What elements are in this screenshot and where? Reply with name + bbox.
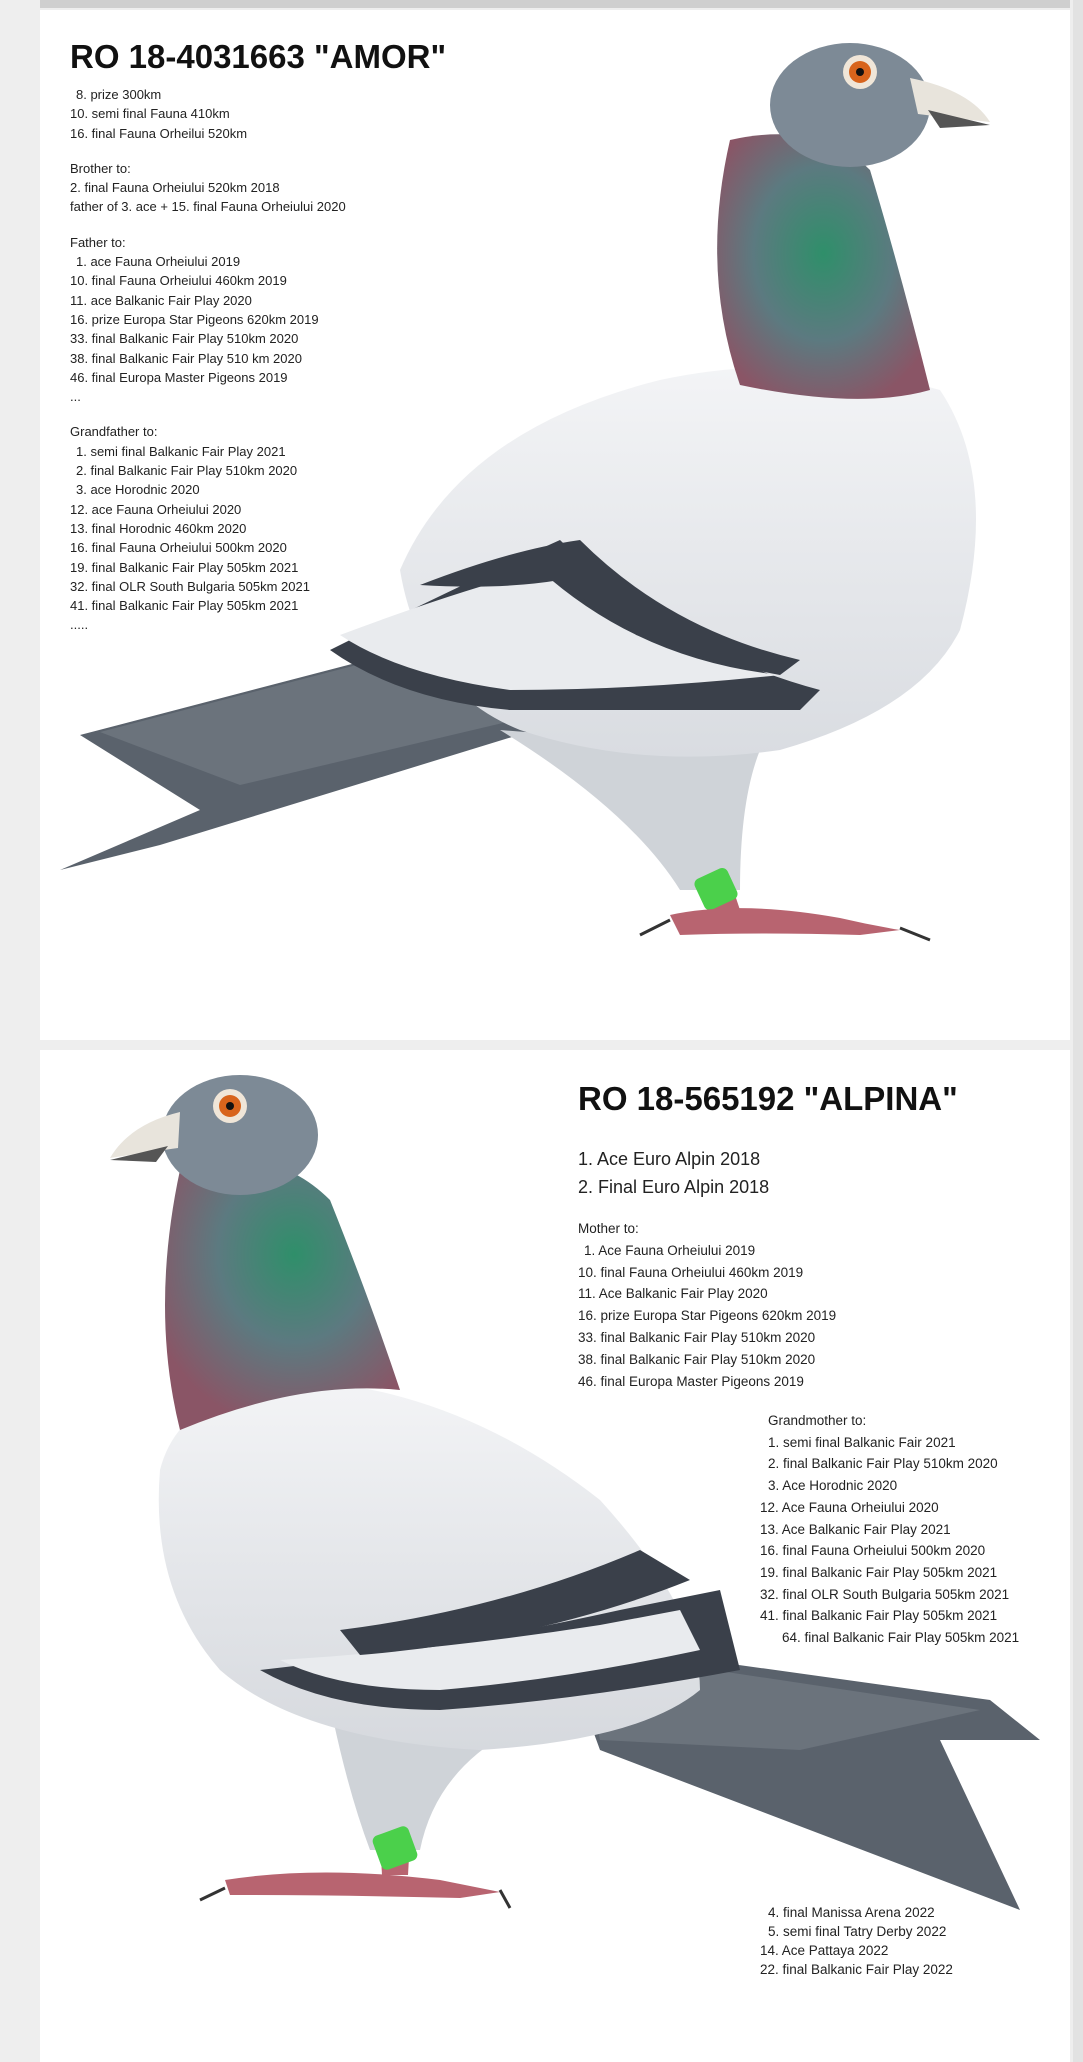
result-line: 5. semi final Tatry Derby 2022 xyxy=(768,1924,947,1939)
result-line: 12. Ace Fauna Orheiului 2020 xyxy=(760,1499,939,1515)
result-line: 4. final Manissa Arena 2022 xyxy=(768,1905,935,1920)
pigeon-results-alpina xyxy=(578,1145,769,1201)
result-line: father of 3. ace + 15. final Fauna Orheiului 2020 xyxy=(70,199,346,215)
result-line: 41. final Balkanic Fair Play 505km 2021 xyxy=(760,1608,998,1624)
section-heading: Brother to: xyxy=(70,160,131,176)
result-line: 16. final Fauna Orheilui 520km xyxy=(70,125,248,141)
result-line: 14. Ace Pattaya 2022 xyxy=(760,1943,889,1958)
result-line: ..... xyxy=(70,617,89,633)
result-line: 10. final Fauna Orheiului 460km 2019 xyxy=(578,1264,804,1280)
result-line: 3. ace Horodnic 2020 xyxy=(76,482,200,498)
result-line: 46. final Europa Master Pigeons 2019 xyxy=(578,1373,804,1389)
result-line: 16. prize Europa Star Pigeons 620km 2019 xyxy=(70,311,319,327)
result-line: 8. prize 300km xyxy=(76,87,162,102)
result-line: 32. final OLR South Bulgaria 505km 2021 xyxy=(760,1586,1010,1602)
result-line: 3. Ace Horodnic 2020 xyxy=(768,1478,898,1494)
result-line: 2. final Fauna Orheiului 520km 2018 xyxy=(70,180,280,196)
section-heading: Grandmother to: xyxy=(768,1413,867,1428)
pigeon-later-results xyxy=(728,1903,953,1979)
pigeon-title-amor: RO 18-4031663 "AMOR" xyxy=(70,38,447,75)
result-line: 64. final Balkanic Fair Play 505km 2021 xyxy=(782,1630,1020,1646)
result-line: 1. Ace Euro Alpin 2018 xyxy=(578,1149,761,1169)
result-line: 2. final Balkanic Fair Play 510km 2020 xyxy=(76,463,298,479)
pigeon-card-amor xyxy=(40,10,1070,1040)
result-line: 1. ace Fauna Orheiului 2019 xyxy=(76,254,241,270)
result-line: 10. final Fauna Orheiului 460km 2019 xyxy=(70,273,287,289)
result-line: 46. final Europa Master Pigeons 2019 xyxy=(70,369,288,385)
result-line: 33. final Balkanic Fair Play 510km 2020 xyxy=(578,1329,816,1345)
result-line: ... xyxy=(70,389,81,405)
section-heading: Grandfather to: xyxy=(70,424,158,440)
section-heading: Father to: xyxy=(70,234,126,250)
result-line: 16. final Fauna Orheiului 500km 2020 xyxy=(70,540,287,556)
pigeon-mother-to xyxy=(578,1218,836,1392)
result-line: 19. final Balkanic Fair Play 505km 2021 xyxy=(760,1564,998,1580)
result-line: 33. final Balkanic Fair Play 510km 2020 xyxy=(70,331,299,347)
pigeon-title-alpina: RO 18-565192 "ALPINA" xyxy=(578,1080,958,1117)
section-heading: Mother to: xyxy=(578,1221,639,1236)
result-line: 12. ace Fauna Orheiului 2020 xyxy=(70,501,242,517)
result-line: 1. semi final Balkanic Fair Play 2021 xyxy=(76,443,286,459)
result-line: 32. final OLR South Bulgaria 505km 2021 xyxy=(70,578,310,594)
result-line: 11. Ace Balkanic Fair Play 2020 xyxy=(578,1286,768,1302)
pigeon-grandmother-to xyxy=(728,1410,1019,1649)
result-line: 10. semi final Fauna 410km xyxy=(70,106,230,122)
result-line: 1. Ace Fauna Orheiului 2019 xyxy=(584,1242,756,1258)
result-line: 1. semi final Balkanic Fair 2021 xyxy=(768,1434,956,1450)
pigeon-card-alpina xyxy=(40,1050,1070,2062)
result-line: 19. final Balkanic Fair Play 505km 2021 xyxy=(70,559,299,575)
result-line: 13. final Horodnic 460km 2020 xyxy=(70,520,247,536)
scroll-edge xyxy=(1073,0,1083,2062)
result-line: 41. final Balkanic Fair Play 505km 2021 xyxy=(70,598,299,614)
result-line: 2. final Balkanic Fair Play 510km 2020 xyxy=(768,1456,998,1472)
pigeon-pedigree-amor xyxy=(70,85,346,635)
top-strip xyxy=(40,0,1070,8)
result-line: 38. final Balkanic Fair Play 510km 2020 xyxy=(578,1351,816,1367)
result-line: 22. final Balkanic Fair Play 2022 xyxy=(760,1962,953,1977)
result-line: 13. Ace Balkanic Fair Play 2021 xyxy=(760,1521,951,1537)
result-line: 16. final Fauna Orheiului 500km 2020 xyxy=(760,1543,986,1559)
result-line: 2. Final Euro Alpin 2018 xyxy=(578,1177,770,1197)
result-line: 38. final Balkanic Fair Play 510 km 2020 xyxy=(70,350,302,366)
result-line: 11. ace Balkanic Fair Play 2020 xyxy=(70,292,252,308)
result-line: 16. prize Europa Star Pigeons 620km 2019 xyxy=(578,1308,837,1324)
